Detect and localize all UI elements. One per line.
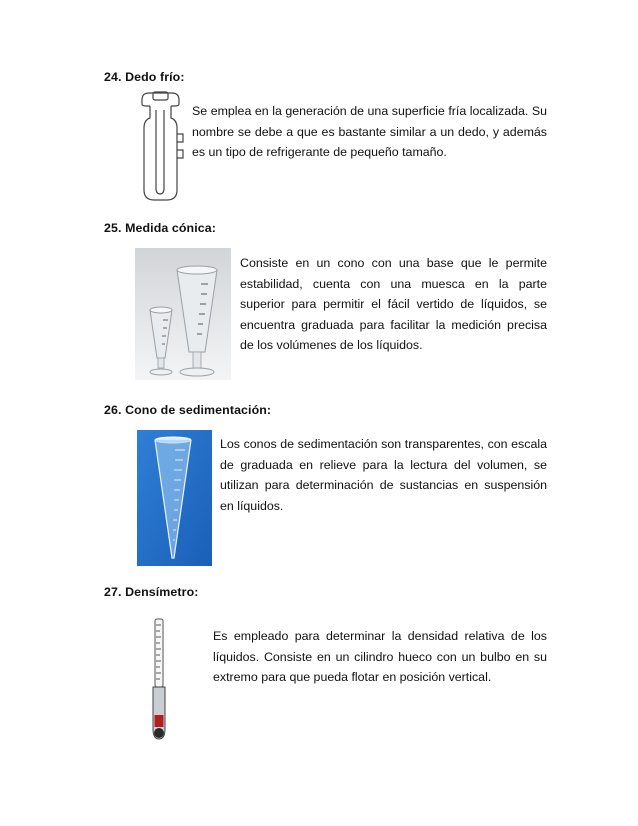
paragraph-densimetro: Es empleado para determinar la densidad relativa de los líquidos. Consiste en un cilindro hueco con un bulbo en su extremo para que pueda flotar en posición vertical. <box>213 629 547 684</box>
heading-densimetro: 27. Densímetro: <box>104 585 199 599</box>
heading-cono-sedimentacion: 26. Cono de sedimentación: <box>104 403 272 417</box>
hydrometer-image <box>148 617 170 743</box>
cold-finger-image <box>136 90 186 202</box>
conical-measure-image <box>135 248 231 380</box>
paragraph-cono-sedimentacion: Los conos de sedimentación son transparentes, con escala de graduada en relieve para la lectura del volumen, se utilizan para determinación de sustancias en suspensión en líquidos. <box>220 437 547 513</box>
paragraph-medida-conica: Consiste en un cono con una base que le permite estabilidad, cuenta con una muesca en la parte superior para permitir el fácil vertido de líquidos, se encuentra graduada para facilitar la medición precisa de los volúmenes de los líquidos. <box>240 256 547 352</box>
paragraph-dedo-frio: Se emplea en la generación de una superficie fría localizada. Su nombre se debe a que es bastante similar a un dedo, y además es un tipo de refrigerante de pequeño tamaño. <box>192 104 547 159</box>
heading-medida-conica: 25. Medida cónica: <box>104 221 216 235</box>
sedimentation-cone-image <box>137 430 212 566</box>
heading-dedo-frio: 24. Dedo frío: <box>104 70 185 84</box>
